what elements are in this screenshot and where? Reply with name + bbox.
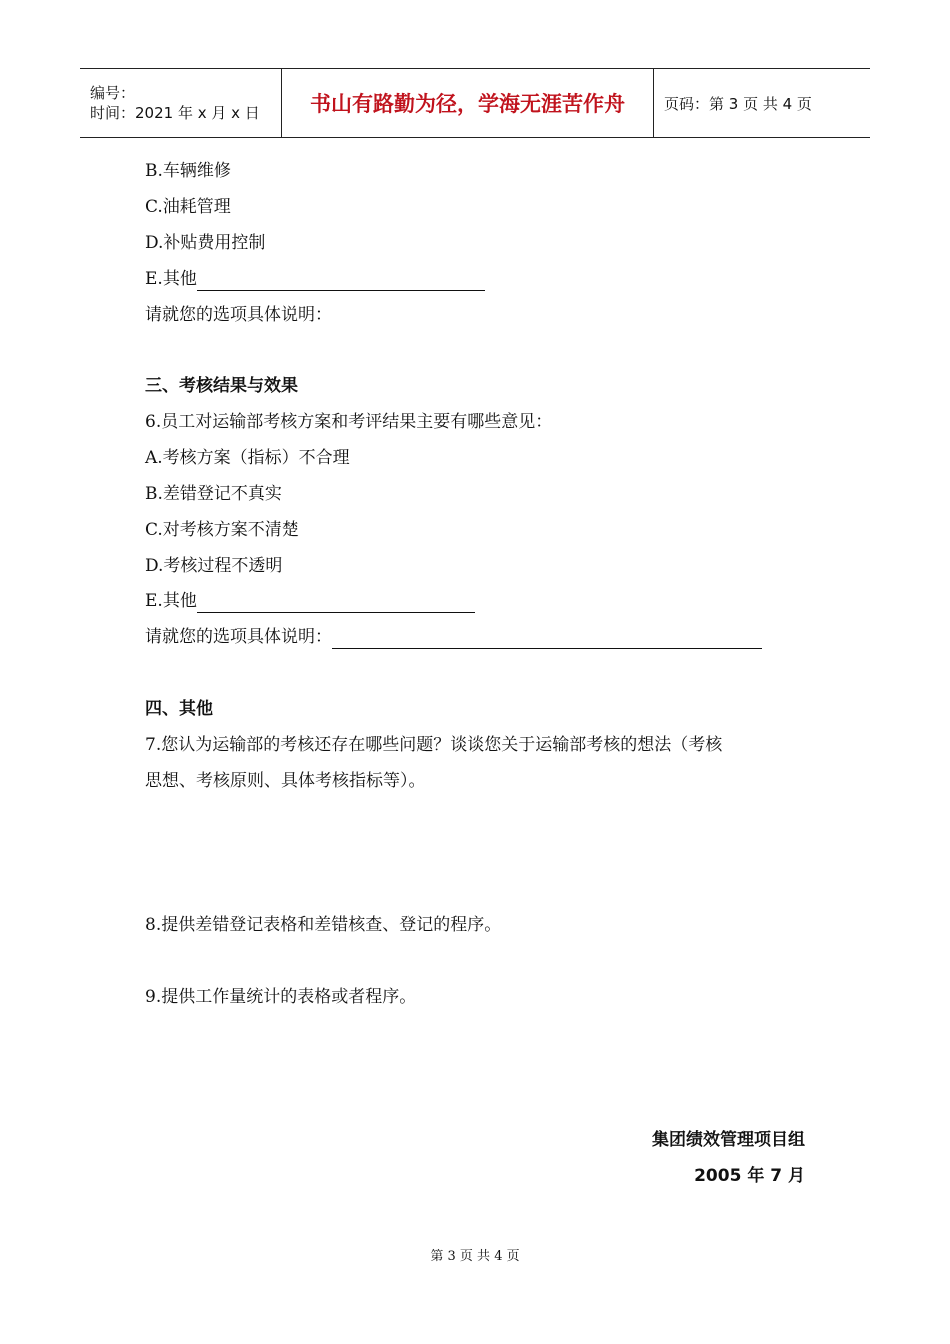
q6-other-blank[interactable] — [197, 592, 475, 613]
page-header — [80, 68, 870, 138]
q6-explain-blank[interactable] — [332, 628, 762, 649]
page-footer: 第 3 页 共 4 页 — [430, 1249, 520, 1264]
q5-explain: 请就您的选项具体说明： — [145, 305, 332, 325]
q5-other-blank[interactable] — [197, 270, 485, 291]
q6-option-e — [145, 589, 475, 613]
q6-option-a: A.考核方案（指标）不合理 — [145, 448, 350, 468]
q6-option-c: C.对考核方案不清楚 — [145, 520, 299, 540]
header-meta — [80, 69, 282, 137]
q7-line1: 7.您认为运输部的考核还存在哪些问题？谈谈您关于运输部考核的想法（考核 — [145, 735, 723, 755]
motto-text: 书山有路勤为径，学海无涯苦作舟 — [310, 92, 625, 116]
q7-line2: 思想、考核原则、具体考核指标等）。 — [145, 771, 426, 791]
header-time: 时间：2021 年 x 月 x 日 — [90, 104, 260, 122]
q6-option-e-label: E.其他 — [145, 591, 197, 611]
q5-option-d: D.补贴费用控制 — [145, 233, 266, 253]
header-motto — [282, 69, 654, 137]
q6-explain — [145, 625, 762, 649]
signature-date: 2005 年 7 月 — [694, 1166, 805, 1186]
section3-title: 三、考核结果与效果 — [145, 376, 298, 396]
q5-option-c: C.油耗管理 — [145, 197, 231, 217]
q5-option-e-label: E.其他 — [145, 269, 197, 289]
signature-org: 集团绩效管理项目组 — [652, 1130, 805, 1150]
page-info-text: 页码：第 3 页 共 4 页 — [664, 94, 812, 113]
q6-option-b: B.差错登记不真实 — [145, 484, 282, 504]
header-number: 编号： — [90, 84, 136, 102]
q6-explain-label: 请就您的选项具体说明： — [145, 627, 332, 647]
q6-option-d: D.考核过程不透明 — [145, 556, 283, 576]
q9-question: 9.提供工作量统计的表格或者程序。 — [145, 987, 417, 1007]
q8-question: 8.提供差错登记表格和差错核查、登记的程序。 — [145, 915, 502, 935]
section4-title: 四、其他 — [145, 699, 213, 719]
q5-option-e — [145, 267, 485, 291]
q6-question: 6.员工对运输部考核方案和考评结果主要有哪些意见： — [145, 412, 553, 432]
header-page-info — [654, 69, 870, 137]
q5-option-b: B.车辆维修 — [145, 161, 231, 181]
